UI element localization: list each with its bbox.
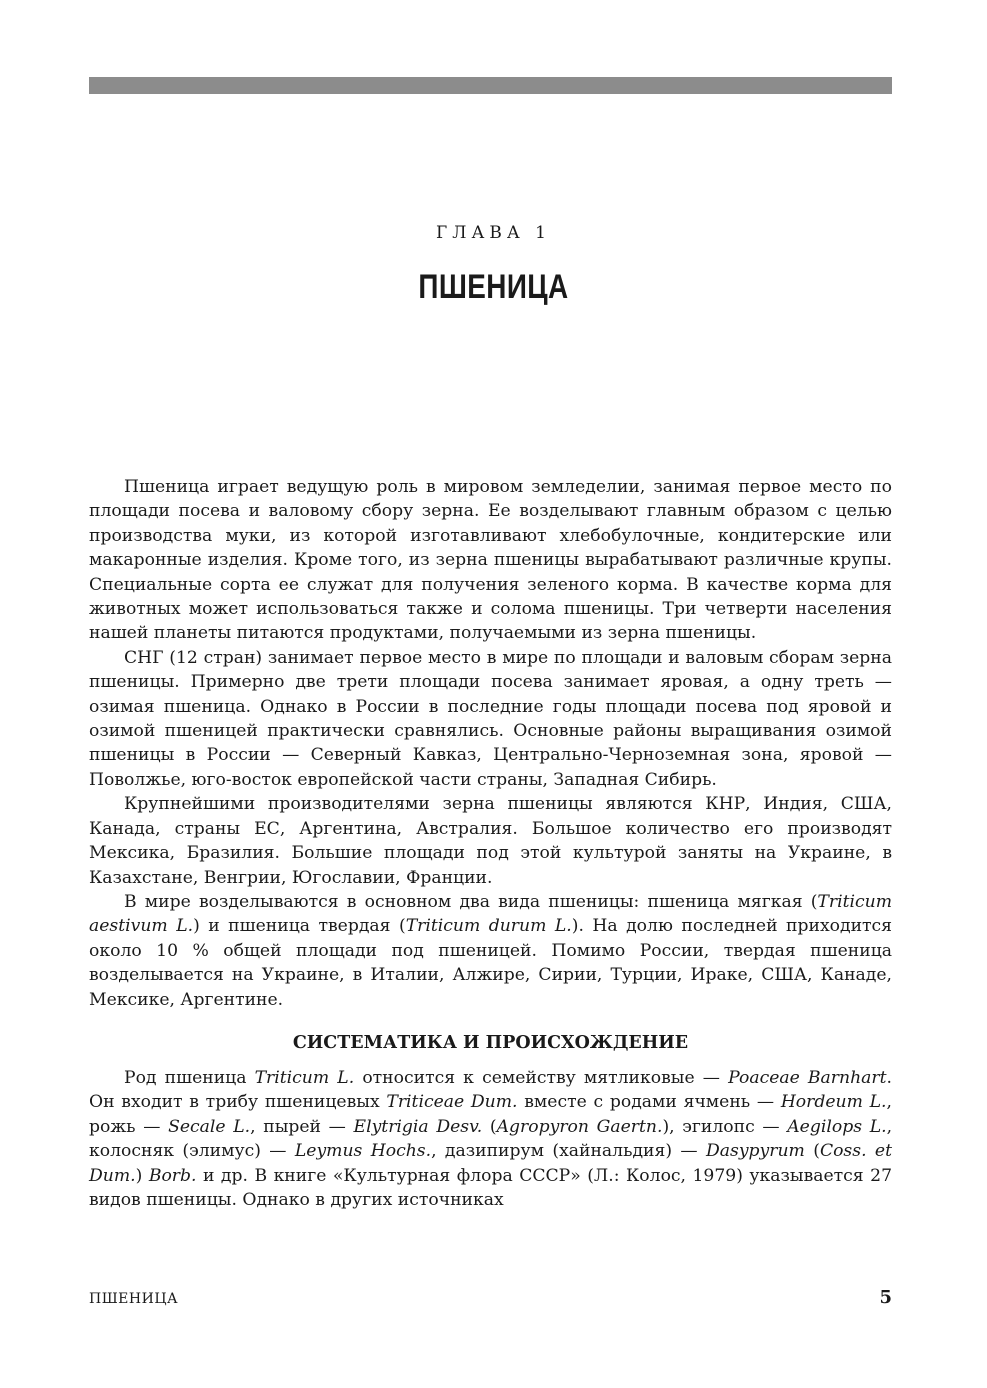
section-heading: СИСТЕМАТИКА И ПРОИСХОЖДЕНИЕ xyxy=(292,1032,689,1053)
paragraph-systematics: Род пшеница Triticum L. относится к семейству мятликовые — Poaceae Barnhart. Он входит в трибу пшеницевых Triticeae Dum. вместе с родами ячмень — Hordeum L., рожь — Secale L., пырей — Elytrigia Desv. (Agropyron Gaertn.), эгилопс — Aegilops L., колосняк (элимус) — Leymus Hochs., дазипирум (хайнальдия) — Dasypyrum (Coss. et Dum.) Borb. и др. В книге «Культурная флора СССР» (Л.: Колос, 1979) указывается 27 видов пшеницы. Однако в других источниках xyxy=(89,1067,893,1210)
page-number: 5 xyxy=(879,1287,892,1308)
body-text xyxy=(89,475,892,1212)
paragraph-4: В мире возделываются в основном два вида пшеницы: пшеница мягкая (Triticum aestivum L.) и пшеница твердая (Triticum durum L.). На долю последней приходится около 10 % общей площади под пшеницей. Помимо России, твердая пшеница возделывается на Украине, в Италии, Алжире, Сирии, Турции, Ираке, США, Канаде, Мексике, Аргентине. xyxy=(89,891,893,1010)
paragraph-3: Крупнейшими производителями зерна пшеницы являются КНР, Индия, США, Канада, страны ЕС, Аргентина, Австралия. Большое количество его производят Мексика, Бразилия. Большие площади под этой культурой заняты на Украине, в Казахстане, Венгрии, Югославии, Франции. xyxy=(89,794,892,888)
paragraph-2: СНГ (12 стран) занимает первое место в мире по площади и валовым сборам зерна пшеницы. Примерно две трети площади посева занимает яровая, а одну треть — озимая пшеница. Однако в России в последние годы площади посева под яровой и озимой пшеницей практически сравнялись. Основные районы выращивания озимой пшеницы в России — Северный Кавказ, Центрально-Черноземная зона, яровой — Поволжье, юго-восток европейской части страны, Западная Сибирь. xyxy=(89,647,892,790)
chapter-title: ПШЕНИЦА xyxy=(418,268,569,306)
running-head: ПШЕНИЦА xyxy=(89,1291,179,1307)
top-rule-bar xyxy=(89,77,892,94)
chapter-label: ГЛАВА 1 xyxy=(436,223,551,243)
paragraph-1: Пшеница играет ведущую роль в мировом земледелии, занимая первое место по площади посева и валовому сбору зерна. Ее возделывают главным образом с целью производства муки, из которой изготавливают хлебобулочные, кондитерские или макаронные изделия. Кроме того, из зерна пшеницы вырабатывают различные крупы. Специальные сорта ее служат для получения зеленого корма. В качестве корма для животных может использоваться также и солома пшеницы. Три четверти населения нашей планеты питаются продуктами, получаемыми из зерна пшеницы. xyxy=(89,477,892,644)
